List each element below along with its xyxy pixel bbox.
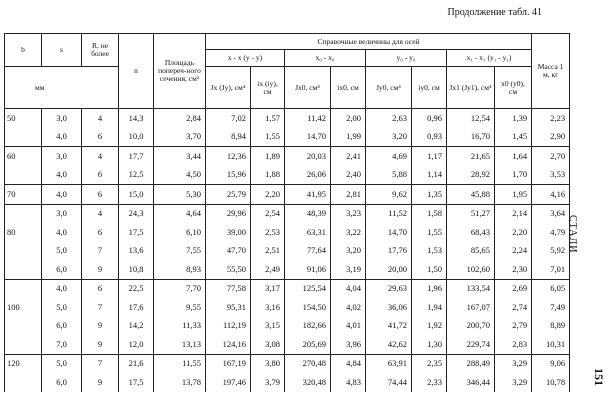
header-s: s bbox=[42, 34, 82, 67]
header-b: b bbox=[5, 34, 42, 67]
header-jx0: Jx0, см⁴ bbox=[285, 67, 331, 109]
header-jx1: Jx1 (Jy1), см⁴ bbox=[447, 67, 495, 109]
header-units-mm: мм bbox=[5, 67, 119, 109]
header-axis-y0: y₀ - y₀ bbox=[366, 50, 447, 67]
header-axis-x0: x₀ - x₀ bbox=[285, 50, 366, 67]
table-row: 4,0 6 12,5 4,50 15,96 1,88 26,06 2,40 5,88 1,14 28,92 1,70 3,53 bbox=[5, 166, 570, 185]
table-row: 4,0 6 10,0 3,70 8,94 1,55 14,70 1,99 3,20 0,93 16,70 1,45 2,90 bbox=[5, 128, 570, 147]
table-row: 6,0 9 17,5 13,78 197,46 3,79 320,48 4,83 74,44 2,33 346,44 3,29 10,78 bbox=[5, 373, 570, 392]
header-reference: Справочные величины для осей bbox=[206, 34, 532, 50]
table-row: 7,0 9 12,0 13,13 124,16 3,08 205,69 3,96 42,62 1,30 229,74 2,83 10,31 bbox=[5, 335, 570, 354]
table-row: 6,0 9 10,8 8,93 55,50 2,49 91,06 3,19 20,00 1,50 102,60 2,30 7,01 bbox=[5, 260, 570, 279]
header-r: R, не более bbox=[82, 34, 119, 67]
table-row: 100 5,0 7 17,6 9,55 95,31 3,16 154,50 4,02 36,06 1,94 167,07 2,74 7,49 bbox=[5, 298, 570, 317]
table-row: 80 4,0 6 17,5 6,10 39,00 2,53 63,31 3,22 14,70 1,55 68,43 2,20 4,79 bbox=[5, 223, 570, 242]
header-x0: x0 (y0), см bbox=[495, 67, 532, 109]
header-ix: ix (iy), см bbox=[251, 67, 285, 109]
table-row: 3,0 4 24,3 4,64 29,96 2,54 48,39 3,23 11,52 1,58 51,27 2,14 3,64 bbox=[5, 204, 570, 223]
header-mass: Масса 1 м, кг bbox=[532, 34, 570, 109]
table-row: 5,0 7 13,6 7,55 47,70 2,51 77,64 3,20 17,76 1,53 85,65 2,24 5,92 bbox=[5, 242, 570, 261]
header-ix0: ix0, см bbox=[331, 67, 366, 109]
page-number: 151 bbox=[592, 368, 606, 386]
table-row: 4,0 6 22,5 7,70 77,58 3,17 125,54 4,04 29,63 1,96 133,54 2,69 6,05 bbox=[5, 279, 570, 298]
header-axis-xx: x - x (y - y) bbox=[206, 50, 285, 67]
header-jy0: Jy0, см⁴ bbox=[366, 67, 412, 109]
side-section-label: СТАЛИ bbox=[567, 215, 578, 254]
table-row: 6,0 9 14,2 11,33 112,19 3,15 182,66 4,01 41,72 1,92 200,70 2,79 8,89 bbox=[5, 317, 570, 336]
steel-profile-table bbox=[4, 33, 570, 392]
table-row: 120 5,0 7 21,6 11,55 167,19 3,80 270,48 4,84 63,91 2,35 288,49 3,29 9,06 bbox=[5, 354, 570, 373]
header-n: n bbox=[119, 34, 154, 109]
header-area: Площадь попереч-ного сечения, см² bbox=[154, 34, 206, 109]
header-axis-x1: x₁ - x₁ (y₁ - y₁) bbox=[447, 50, 532, 67]
header-iy0: iy0, см bbox=[412, 67, 447, 109]
table-caption: Продолжение табл. 41 bbox=[447, 7, 542, 18]
header-jx: Jx (Jy), см⁴ bbox=[206, 67, 251, 109]
table-row: 50 3,0 4 14,3 2,84 7,02 1,57 11,42 2,00 2,63 0,96 12,54 1,39 2,23 bbox=[5, 109, 570, 128]
table-row: 60 3,0 4 17,7 3,44 12,36 1,89 20,03 2,41 4,69 1,17 21,65 1,64 2,70 bbox=[5, 147, 570, 166]
table-row: 70 4,0 6 15,0 5,30 25,79 2,20 41,95 2,81 9,62 1,35 45,88 1,95 4,16 bbox=[5, 185, 570, 205]
